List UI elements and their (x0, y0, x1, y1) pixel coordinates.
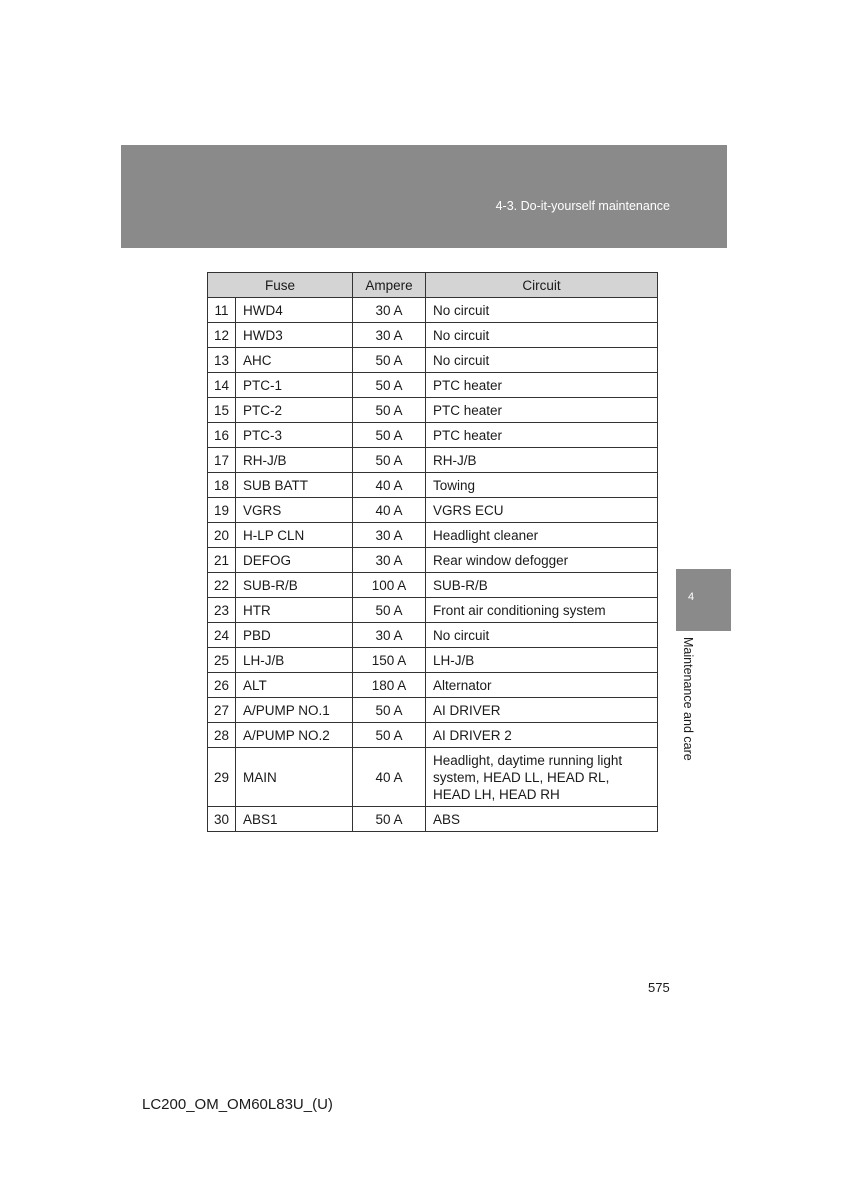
table-row (208, 498, 658, 523)
fuse-ampere-cell: 30 A (353, 523, 426, 548)
fuse-circuit-cell: Alternator (426, 673, 658, 698)
fuse-name-cell: ALT (236, 673, 353, 698)
fuse-circuit-cell: Headlight, daytime running light system, HEAD LL, HEAD RL, HEAD LH, HEAD RH (426, 748, 658, 807)
fuse-name-cell: PTC-2 (236, 398, 353, 423)
fuse-name-cell: DEFOG (236, 548, 353, 573)
table-row (208, 523, 658, 548)
table-body (208, 298, 658, 832)
fuse-circuit-cell: Rear window defogger (426, 548, 658, 573)
fuse-number-cell: 15 (208, 398, 236, 423)
fuse-ampere-cell: 50 A (353, 807, 426, 832)
fuse-number-cell: 18 (208, 473, 236, 498)
table-row (208, 648, 658, 673)
table-row (208, 723, 658, 748)
column-header-circuit: Circuit (426, 273, 658, 298)
table-row (208, 348, 658, 373)
fuse-number-cell: 17 (208, 448, 236, 473)
fuse-ampere-cell: 150 A (353, 648, 426, 673)
table-row (208, 598, 658, 623)
fuse-circuit-cell: AI DRIVER (426, 698, 658, 723)
table-row (208, 298, 658, 323)
table-header-row (208, 273, 658, 298)
fuse-ampere-cell: 50 A (353, 698, 426, 723)
chapter-header-band (121, 145, 727, 248)
fuse-ampere-cell: 30 A (353, 298, 426, 323)
fuse-number-cell: 20 (208, 523, 236, 548)
fuse-circuit-cell: PTC heater (426, 373, 658, 398)
fuse-name-cell: VGRS (236, 498, 353, 523)
fuse-number-cell: 24 (208, 623, 236, 648)
chapter-label: Maintenance and care (681, 637, 695, 761)
fuse-name-cell: H-LP CLN (236, 523, 353, 548)
fuse-circuit-cell: Front air conditioning system (426, 598, 658, 623)
fuse-circuit-cell: No circuit (426, 323, 658, 348)
fuse-number-cell: 28 (208, 723, 236, 748)
fuse-circuit-cell: No circuit (426, 348, 658, 373)
column-header-fuse: Fuse (208, 273, 353, 298)
table-row (208, 548, 658, 573)
fuse-number-cell: 26 (208, 673, 236, 698)
fuse-name-cell: MAIN (236, 748, 353, 807)
fuse-number-cell: 27 (208, 698, 236, 723)
fuse-name-cell: AHC (236, 348, 353, 373)
fuse-number-cell: 23 (208, 598, 236, 623)
page-number: 575 (648, 980, 670, 995)
fuse-name-cell: LH-J/B (236, 648, 353, 673)
fuse-number-cell: 12 (208, 323, 236, 348)
table-row (208, 373, 658, 398)
fuse-ampere-cell: 180 A (353, 673, 426, 698)
fuse-circuit-cell: SUB-R/B (426, 573, 658, 598)
fuse-number-cell: 16 (208, 423, 236, 448)
fuse-ampere-cell: 40 A (353, 498, 426, 523)
fuse-circuit-cell: LH-J/B (426, 648, 658, 673)
fuse-name-cell: A/PUMP NO.2 (236, 723, 353, 748)
fuse-ampere-cell: 100 A (353, 573, 426, 598)
fuse-ampere-cell: 50 A (353, 448, 426, 473)
chapter-tab[interactable] (676, 569, 731, 631)
fuse-circuit-cell: RH-J/B (426, 448, 658, 473)
fuse-name-cell: RH-J/B (236, 448, 353, 473)
fuse-circuit-cell: No circuit (426, 623, 658, 648)
table-row (208, 323, 658, 348)
fuse-circuit-cell: No circuit (426, 298, 658, 323)
fuse-name-cell: PTC-3 (236, 423, 353, 448)
fuse-number-cell: 25 (208, 648, 236, 673)
fuse-name-cell: SUB-R/B (236, 573, 353, 598)
fuse-name-cell: HWD3 (236, 323, 353, 348)
fuse-ampere-cell: 40 A (353, 748, 426, 807)
table-row (208, 673, 658, 698)
column-header-ampere: Ampere (353, 273, 426, 298)
fuse-number-cell: 22 (208, 573, 236, 598)
fuse-circuit-cell: ABS (426, 807, 658, 832)
fuse-circuit-cell: VGRS ECU (426, 498, 658, 523)
fuse-ampere-cell: 30 A (353, 623, 426, 648)
table-row (208, 398, 658, 423)
fuse-number-cell: 13 (208, 348, 236, 373)
fuse-name-cell: SUB BATT (236, 473, 353, 498)
section-title: 4-3. Do-it-yourself maintenance (495, 199, 670, 213)
fuse-number-cell: 19 (208, 498, 236, 523)
table-row (208, 573, 658, 598)
table-row (208, 473, 658, 498)
fuse-ampere-cell: 50 A (353, 598, 426, 623)
fuse-name-cell: PBD (236, 623, 353, 648)
fuse-ampere-cell: 30 A (353, 323, 426, 348)
fuse-ampere-cell: 50 A (353, 723, 426, 748)
fuse-circuit-cell: PTC heater (426, 398, 658, 423)
table-row (208, 698, 658, 723)
document-code: LC200_OM_OM60L83U_(U) (142, 1096, 333, 1113)
table-row (208, 448, 658, 473)
table-row (208, 623, 658, 648)
table-row (208, 807, 658, 832)
fuse-name-cell: HTR (236, 598, 353, 623)
table-row (208, 748, 658, 807)
fuse-ampere-cell: 50 A (353, 398, 426, 423)
fuse-name-cell: PTC-1 (236, 373, 353, 398)
table-row (208, 423, 658, 448)
fuse-ampere-cell: 30 A (353, 548, 426, 573)
fuse-number-cell: 14 (208, 373, 236, 398)
fuse-name-cell: A/PUMP NO.1 (236, 698, 353, 723)
fuse-ampere-cell: 40 A (353, 473, 426, 498)
fuse-ampere-cell: 50 A (353, 423, 426, 448)
fuse-number-cell: 11 (208, 298, 236, 323)
fuse-circuit-cell: Towing (426, 473, 658, 498)
fuse-name-cell: ABS1 (236, 807, 353, 832)
fuse-ampere-cell: 50 A (353, 373, 426, 398)
fuse-circuit-cell: PTC heater (426, 423, 658, 448)
chapter-number: 4 (688, 591, 695, 603)
fuse-ampere-cell: 50 A (353, 348, 426, 373)
fuse-circuit-cell: AI DRIVER 2 (426, 723, 658, 748)
fuse-circuit-cell: Headlight cleaner (426, 523, 658, 548)
fuse-table (207, 272, 658, 832)
fuse-number-cell: 29 (208, 748, 236, 807)
fuse-number-cell: 21 (208, 548, 236, 573)
fuse-name-cell: HWD4 (236, 298, 353, 323)
fuse-number-cell: 30 (208, 807, 236, 832)
